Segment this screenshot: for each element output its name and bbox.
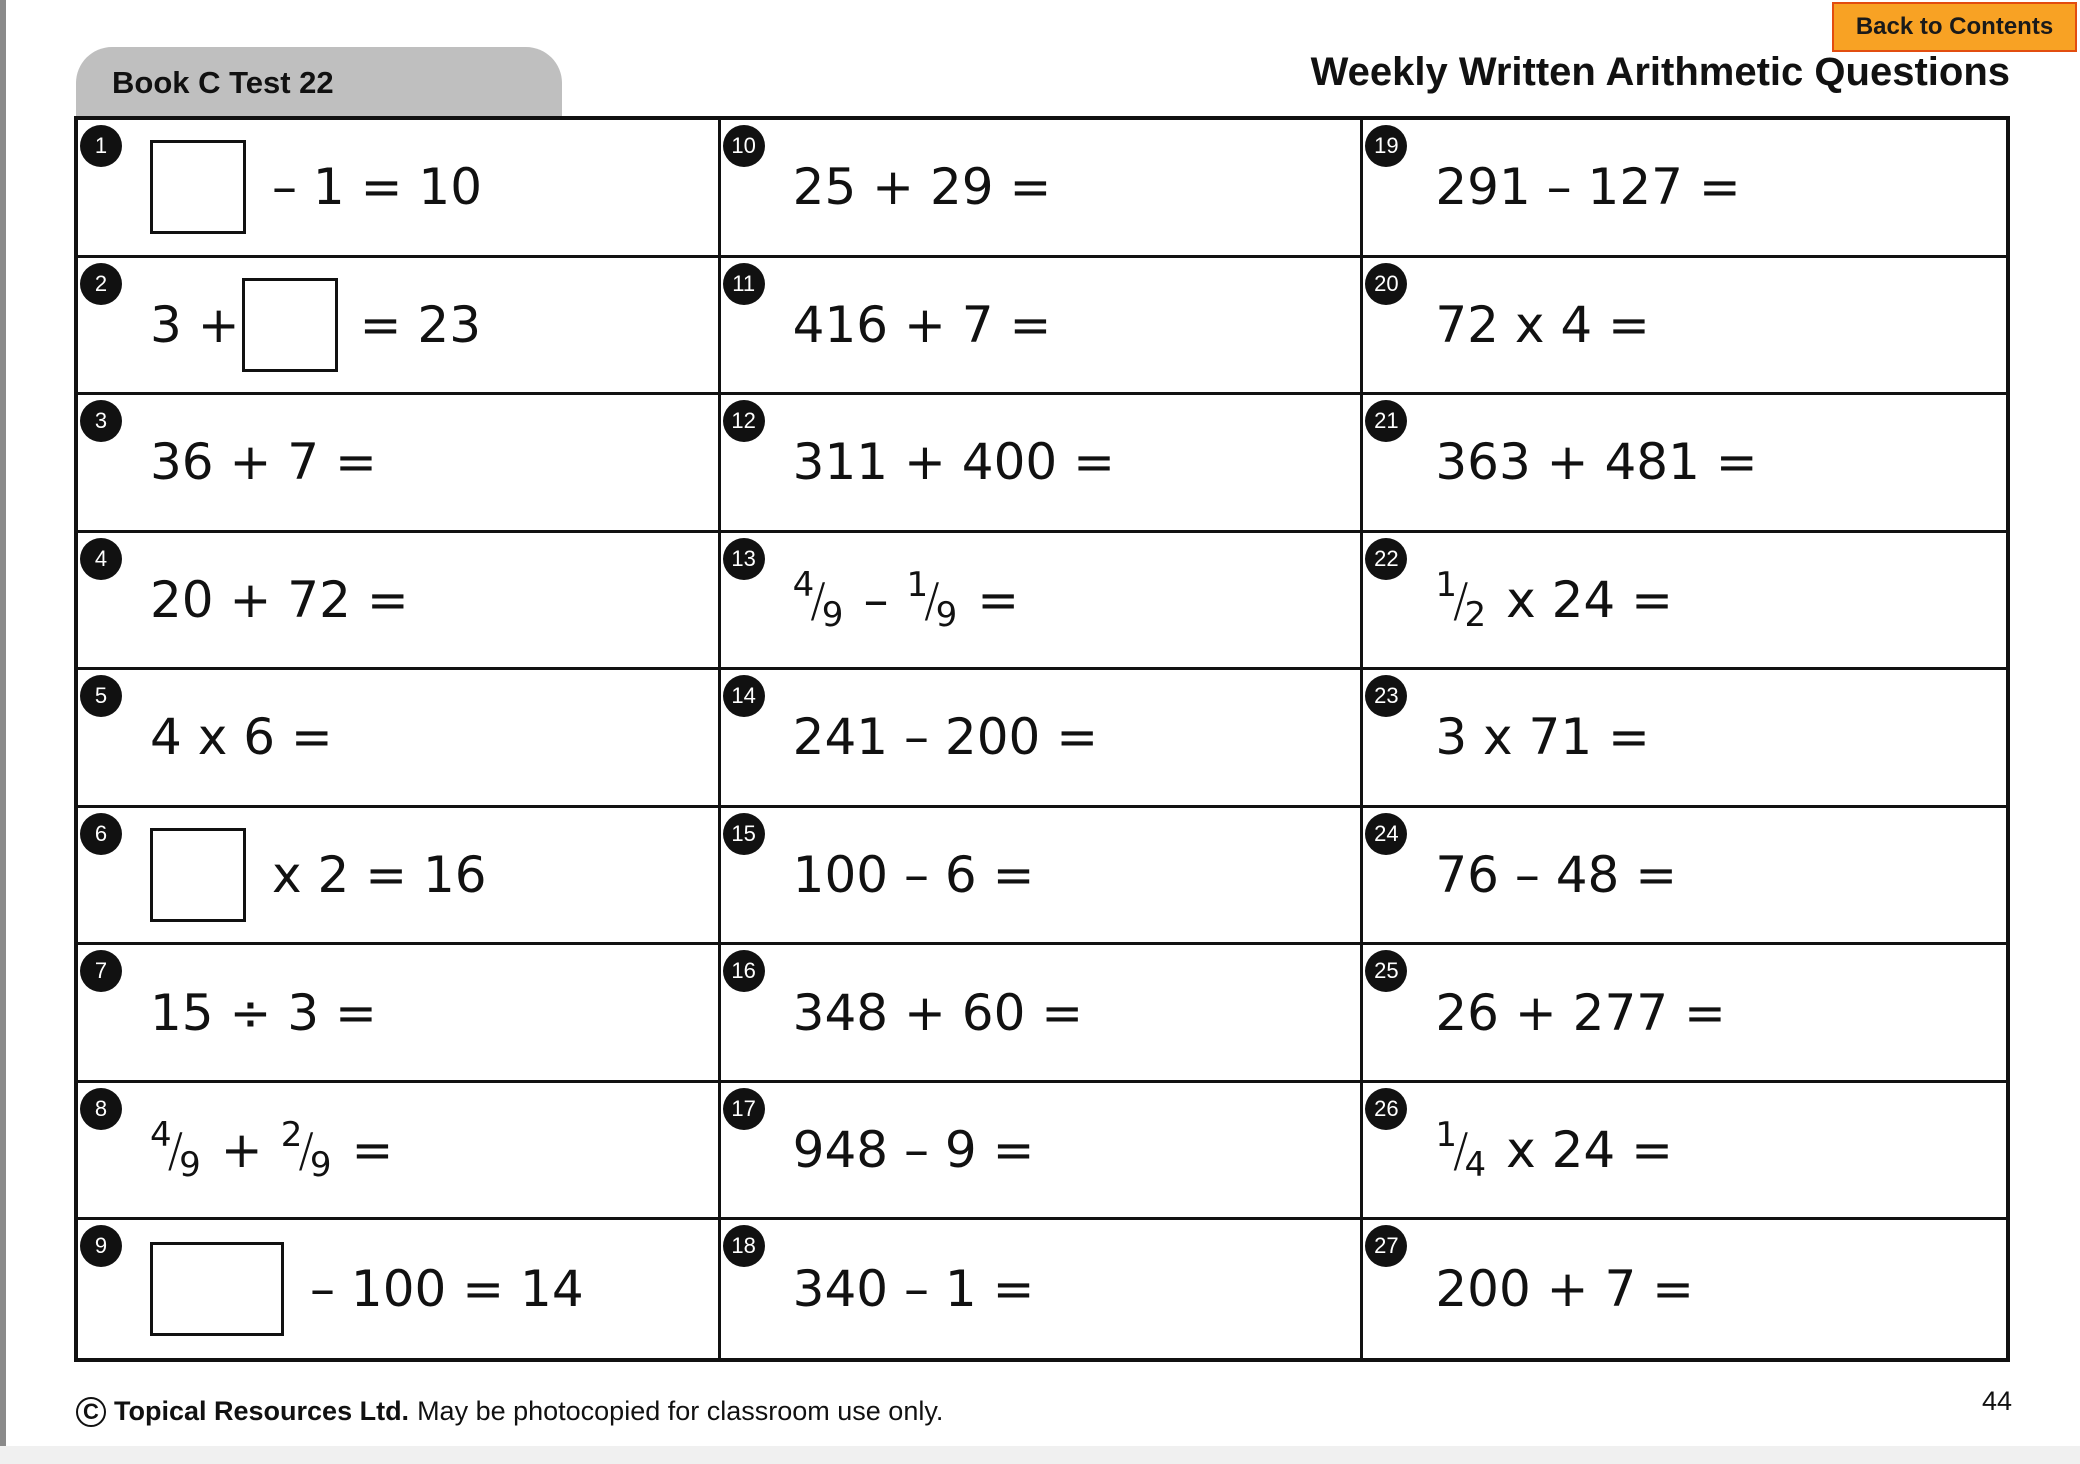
expression-text: x 2 = 16 [272, 846, 487, 905]
expression-text: 4 x 6 = [150, 708, 333, 767]
expression-text: = 23 [359, 295, 482, 354]
question-number: 15 [723, 813, 765, 855]
question-number: 10 [723, 125, 765, 167]
expression-text: 26 + 277 = [1435, 983, 1726, 1042]
copyright-icon: C [76, 1397, 106, 1427]
question-cell [1363, 533, 2006, 671]
question-expression [793, 670, 1098, 805]
expression-text: 15 ÷ 3 = [150, 983, 377, 1042]
question-number: 19 [1365, 125, 1407, 167]
question-cell [721, 945, 1364, 1083]
question-cell [1363, 945, 2006, 1083]
question-cell [721, 1220, 1364, 1358]
question-expression [150, 945, 377, 1080]
question-expression [1435, 1083, 1673, 1218]
question-cell [78, 120, 721, 258]
question-number: 17 [723, 1088, 765, 1130]
expression-text: 200 + 7 = [1435, 1260, 1695, 1319]
question-expression [1435, 670, 1650, 805]
expression-text: 25 + 29 = [792, 158, 1052, 217]
expression-text: 3 x 71 = [1435, 708, 1650, 767]
question-cell [78, 533, 721, 671]
fraction [280, 1115, 332, 1186]
expression-text: 340 – 1 = [792, 1260, 1035, 1319]
answer-box[interactable] [150, 1242, 284, 1336]
fraction-slash: / [810, 572, 826, 627]
question-cell [78, 395, 721, 533]
expression-text: 291 – 127 = [1435, 158, 1741, 217]
question-expression [793, 1083, 1035, 1218]
question-number: 21 [1365, 400, 1407, 442]
question-expression [150, 670, 333, 805]
operator: + [220, 1121, 263, 1180]
question-number: 6 [80, 813, 122, 855]
question-expression [793, 258, 1052, 393]
question-number: 26 [1365, 1088, 1407, 1130]
question-expression [793, 533, 1019, 668]
question-expression [150, 808, 487, 943]
expression-text: 241 – 200 = [792, 708, 1099, 767]
question-number: 9 [80, 1225, 122, 1267]
question-cell [78, 945, 721, 1083]
question-number: 12 [723, 400, 765, 442]
fraction-numerator: 1 [906, 564, 929, 605]
fraction-denominator: 9 [935, 594, 958, 635]
expression-text: 3 + [150, 295, 240, 354]
question-cell [1363, 1083, 2006, 1221]
question-cell [78, 1220, 721, 1358]
question-cell [1363, 1220, 2006, 1358]
fraction-slash: / [167, 1123, 184, 1178]
fraction-slash: / [924, 572, 940, 627]
question-cell [721, 670, 1364, 808]
question-expression [150, 1083, 393, 1218]
fraction-numerator: 4 [792, 564, 815, 605]
question-cell [78, 670, 721, 808]
answer-box[interactable] [242, 278, 338, 372]
question-expression [150, 120, 482, 255]
expression-text: 416 + 7 = [792, 295, 1052, 354]
fraction-denominator: 9 [309, 1145, 332, 1186]
fraction-numerator: 1 [1435, 1115, 1457, 1156]
fraction-numerator: 2 [280, 1115, 303, 1156]
question-number: 13 [723, 538, 765, 580]
expression-text: 948 – 9 = [792, 1121, 1035, 1180]
answer-box[interactable] [150, 140, 246, 234]
question-expression [793, 945, 1084, 1080]
question-cell [721, 120, 1364, 258]
expression-text: x 24 = [1506, 570, 1674, 629]
question-expression [150, 395, 377, 530]
question-expression [1435, 258, 1650, 393]
page-title: Weekly Written Arithmetic Questions [1310, 50, 2010, 94]
question-expression [793, 1220, 1035, 1358]
expression-text: – 100 = 14 [310, 1260, 584, 1319]
fraction-slash: / [1452, 1123, 1469, 1178]
question-expression [1435, 1220, 1694, 1358]
question-cell [721, 1083, 1364, 1221]
footer [76, 1396, 943, 1427]
expression-text: 20 + 72 = [150, 570, 409, 629]
question-cell [78, 258, 721, 396]
question-number: 16 [723, 950, 765, 992]
question-expression [150, 533, 409, 668]
test-label: Book C Test 22 [112, 65, 334, 100]
expression-text: 363 + 481 = [1435, 433, 1758, 492]
question-number: 3 [80, 400, 122, 442]
fraction-numerator: 4 [150, 1115, 172, 1156]
expression-text: – 1 = 10 [272, 158, 483, 217]
question-expression [1435, 808, 1677, 943]
question-number: 23 [1365, 675, 1407, 717]
question-number: 4 [80, 538, 122, 580]
question-expression [1435, 533, 1673, 668]
question-number: 25 [1365, 950, 1407, 992]
fraction-denominator: 2 [1464, 594, 1487, 635]
question-number: 18 [723, 1225, 765, 1267]
test-label-tab [76, 47, 562, 117]
question-expression [1435, 120, 1740, 255]
question-cell [721, 808, 1364, 946]
question-number: 8 [80, 1088, 122, 1130]
equals-sign: = [977, 570, 1020, 629]
question-number: 2 [80, 263, 122, 305]
fraction-denominator: 4 [1464, 1145, 1487, 1186]
page-number: 44 [1981, 1386, 2012, 1416]
question-number: 14 [723, 675, 765, 717]
question-number: 1 [80, 125, 122, 167]
question-expression [793, 120, 1052, 255]
question-number: 27 [1365, 1225, 1407, 1267]
question-number: 24 [1365, 813, 1407, 855]
fraction [792, 564, 844, 635]
page-bottom-strip [0, 1446, 2080, 1464]
back-to-contents-button[interactable]: Back to Contents [1832, 2, 2077, 52]
question-cell [78, 1083, 721, 1221]
fraction-numerator: 1 [1435, 564, 1457, 605]
answer-box[interactable] [150, 828, 246, 922]
expression-text: 72 x 4 = [1435, 295, 1650, 354]
question-expression [150, 1220, 584, 1358]
question-expression [793, 808, 1035, 943]
question-number: 7 [80, 950, 122, 992]
fraction [150, 1115, 201, 1186]
question-cell [721, 395, 1364, 533]
question-cell [1363, 120, 2006, 258]
question-number: 22 [1365, 538, 1407, 580]
fraction-denominator: 9 [821, 594, 844, 635]
question-cell [78, 808, 721, 946]
fraction-slash: / [1452, 572, 1469, 627]
question-expression [793, 395, 1115, 530]
question-cell [1363, 808, 2006, 946]
question-cell [721, 533, 1364, 671]
fraction-slash: / [298, 1123, 314, 1178]
question-expression [1435, 395, 1757, 530]
operator: – [863, 570, 889, 629]
copyright-notice: May be photocopied for classroom use only. [417, 1396, 944, 1426]
question-cell [1363, 395, 2006, 533]
expression-text: 76 – 48 = [1435, 846, 1678, 905]
expression-text: x 24 = [1506, 1121, 1674, 1180]
equals-sign: = [351, 1121, 394, 1180]
expression-text: 311 + 400 = [792, 433, 1115, 492]
question-number: 5 [80, 675, 122, 717]
question-number: 20 [1365, 263, 1407, 305]
fraction [906, 564, 958, 635]
question-cell [1363, 670, 2006, 808]
expression-text: 36 + 7 = [150, 433, 377, 492]
question-cell [721, 258, 1364, 396]
fraction [1435, 1115, 1487, 1186]
fraction [1435, 564, 1487, 635]
question-number: 11 [723, 263, 765, 305]
page-edge [0, 0, 6, 1464]
fraction-denominator: 9 [179, 1145, 201, 1186]
questions-grid [74, 116, 2010, 1362]
expression-text: 348 + 60 = [792, 983, 1084, 1042]
company-name: Topical Resources Ltd. [114, 1396, 410, 1426]
expression-text: 100 – 6 = [792, 846, 1035, 905]
question-expression [150, 258, 481, 393]
question-expression [1435, 945, 1726, 1080]
question-cell [1363, 258, 2006, 396]
